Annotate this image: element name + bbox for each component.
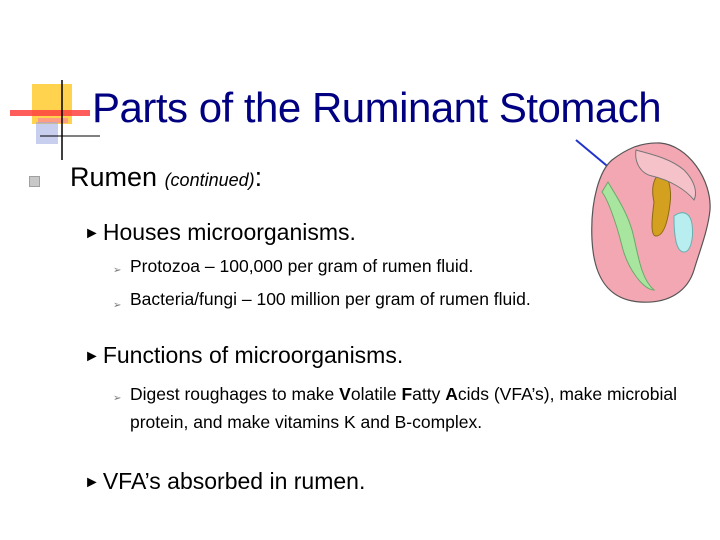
section-label: VFA’s absorbed in rumen. — [102, 468, 366, 494]
bold-letter: F — [401, 384, 413, 404]
bold-letter: A — [445, 384, 458, 404]
section-vfa — [84, 468, 365, 495]
slide-title: Parts of the Ruminant Stomach — [92, 84, 662, 131]
rumen-stomach-illustration — [570, 140, 720, 310]
heading-note: (continued) — [164, 170, 255, 190]
text-part: Digest roughages to make — [130, 384, 340, 404]
list-item — [130, 380, 690, 436]
text-part: cids (VFA’s), make microbial protein, and make vitamins K and B-complex. — [130, 384, 677, 432]
section-functions — [84, 342, 403, 369]
list-item-text: Bacteria/fungi – 100 million per gram of rumen fluid. — [130, 289, 531, 309]
heading-colon: : — [254, 162, 263, 192]
arrow-bullet-icon: ► — [84, 474, 100, 491]
sub-bullet-icon: ➢ — [113, 300, 122, 311]
bold-letter: V — [339, 384, 351, 404]
arrow-bullet-icon: ► — [84, 348, 100, 365]
section-houses — [84, 219, 356, 246]
list-item-text: Protozoa – 100,000 per gram of rumen fluid. — [130, 256, 474, 276]
section-label: Houses microorganisms. — [102, 219, 356, 245]
heading-rumen — [70, 162, 262, 193]
sub-bullet-icon: ➢ — [113, 393, 122, 404]
level1-bullet-icon — [29, 176, 40, 187]
heading-main: Rumen — [70, 162, 158, 192]
corner-decoration — [0, 0, 100, 170]
text-part: olatile — [350, 384, 402, 404]
section-label: Functions of microorganisms. — [102, 342, 404, 368]
blue-square — [36, 122, 58, 144]
sub-bullet-icon: ➢ — [113, 265, 122, 276]
arrow-bullet-icon: ► — [84, 225, 100, 242]
red-bar — [10, 110, 90, 116]
text-part: atty — [412, 384, 446, 404]
